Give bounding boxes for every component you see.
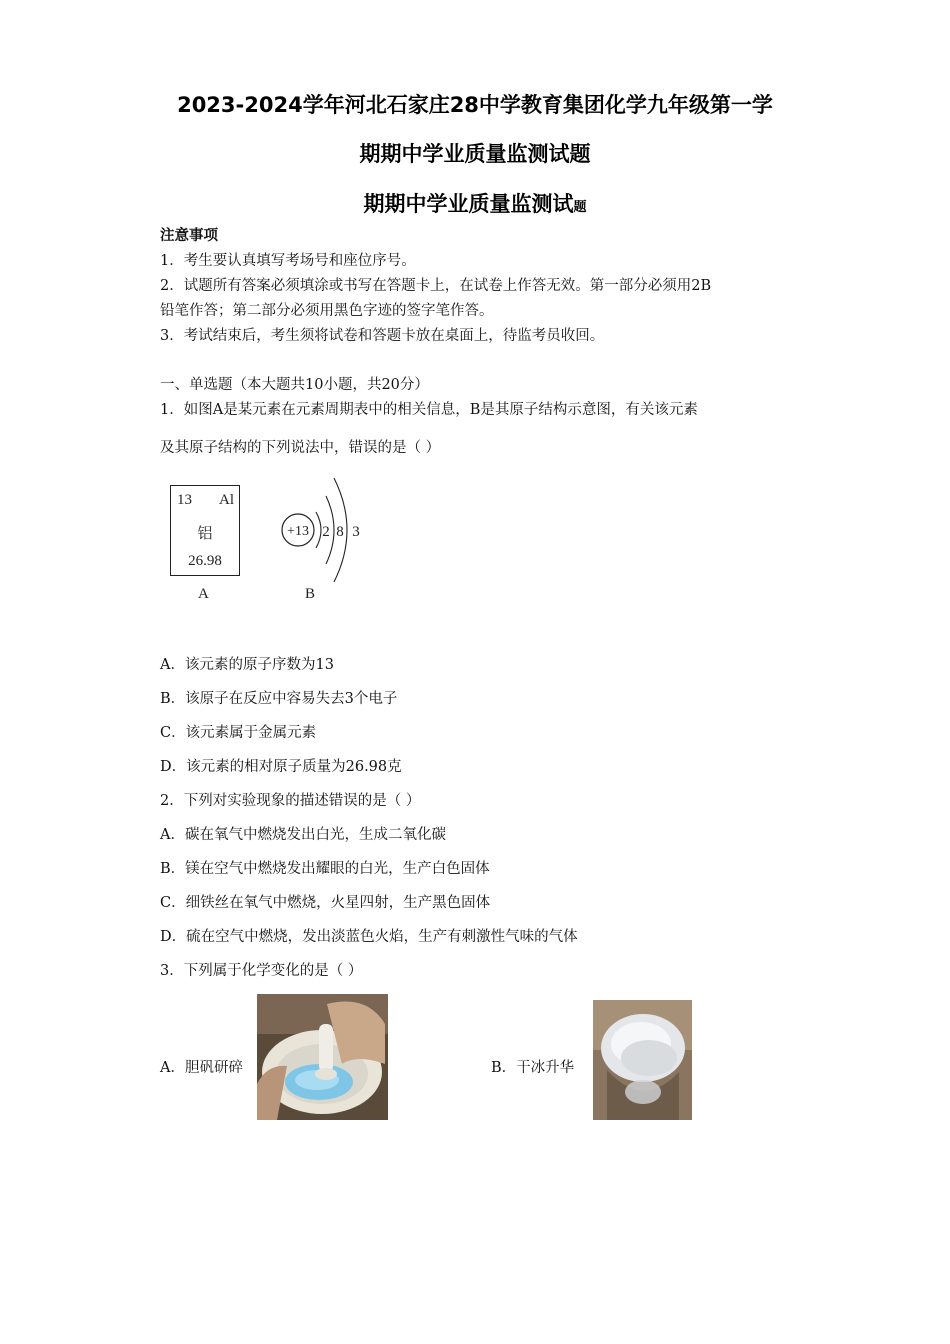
figure-b-label: B [305,586,316,602]
nucleus-charge: +13 [287,524,309,539]
q2-option-b: B．镁在空气中燃烧发出耀眼的白光，生产白色固体 [160,861,490,877]
q2-option-a: A．碳在氧气中燃烧发出白光，生成二氧化碳 [160,827,446,843]
notice-item: 铅笔作答；第二部分必须用黑色字迹的签字笔作答。 [160,303,494,319]
shell-electron-count: 2 [322,524,330,540]
photo-dry-ice-sublimation [593,1000,692,1120]
section-heading: 一、单选题（本大题共10小题，共20分） [160,377,429,393]
exam-title-line3-small: 题 [573,200,587,215]
q1-option-d: D．该元素的相对原子质量为26.98克 [160,759,402,775]
photo-grinding-copper-sulfate [257,994,388,1120]
q1-option-c: C．该元素属于金属元素 [160,725,317,741]
q2-option-c: C．细铁丝在氧气中燃烧，火星四射，生产黑色固体 [160,895,491,911]
q1-stem-line2: 及其原子结构的下列说法中，错误的是（ ） [160,440,441,456]
exam-title-line2: 期期中学业质量监测试题 [359,142,591,166]
periodic-table-cell [170,485,240,576]
element-symbol: Al [219,492,234,508]
atomic-mass: 26.98 [188,553,222,569]
q3-option-a: A．胆矾研碎 [160,1060,243,1076]
notice-item: 3．考试结束后，考生须将试卷和答题卡放在桌面上，待监考员收回。 [160,328,605,344]
figure-a-label: A [198,586,209,602]
q1-option-b: B．该原子在反应中容易失去3个电子 [160,691,398,707]
q3-option-b: B．干冰升华 [491,1060,575,1076]
element-name: 铝 [197,526,213,542]
shell-electron-count: 3 [352,524,360,540]
q1-option-a: A．该元素的原子序数为13 [160,657,334,673]
atomic-number: 13 [177,492,192,508]
exam-title-line1: 2023-2024学年河北石家庄28中学教育集团化学九年级第一学 [177,93,773,117]
q3-stem: 3．下列属于化学变化的是（ ） [160,963,363,979]
q1-stem-line1: 1．如图A是某元素在元素周期表中的相关信息，B是其原子结构示意图，有关该元素 [160,402,698,418]
exam-title-line3-main: 期期中学业质量监测试 [363,192,574,216]
notice-item: 2．试题所有答案必须填涂或书写在答题卡上，在试卷上作答无效。第一部分必须用2B [160,278,712,294]
q2-option-d: D．硫在空气中燃烧，发出淡蓝色火焰，生产有刺激性气味的气体 [160,929,578,945]
notice-heading: 注意事项 [160,227,218,244]
q2-stem: 2．下列对实验现象的描述错误的是（ ） [160,793,421,809]
exam-title-line3 [0,188,950,218]
electron-shell-1 [316,512,321,548]
atom-structure-diagram [276,470,376,590]
notice-item: 1．考生要认真填写考场号和座位序号。 [160,253,416,269]
shell-electron-count: 8 [336,524,344,540]
